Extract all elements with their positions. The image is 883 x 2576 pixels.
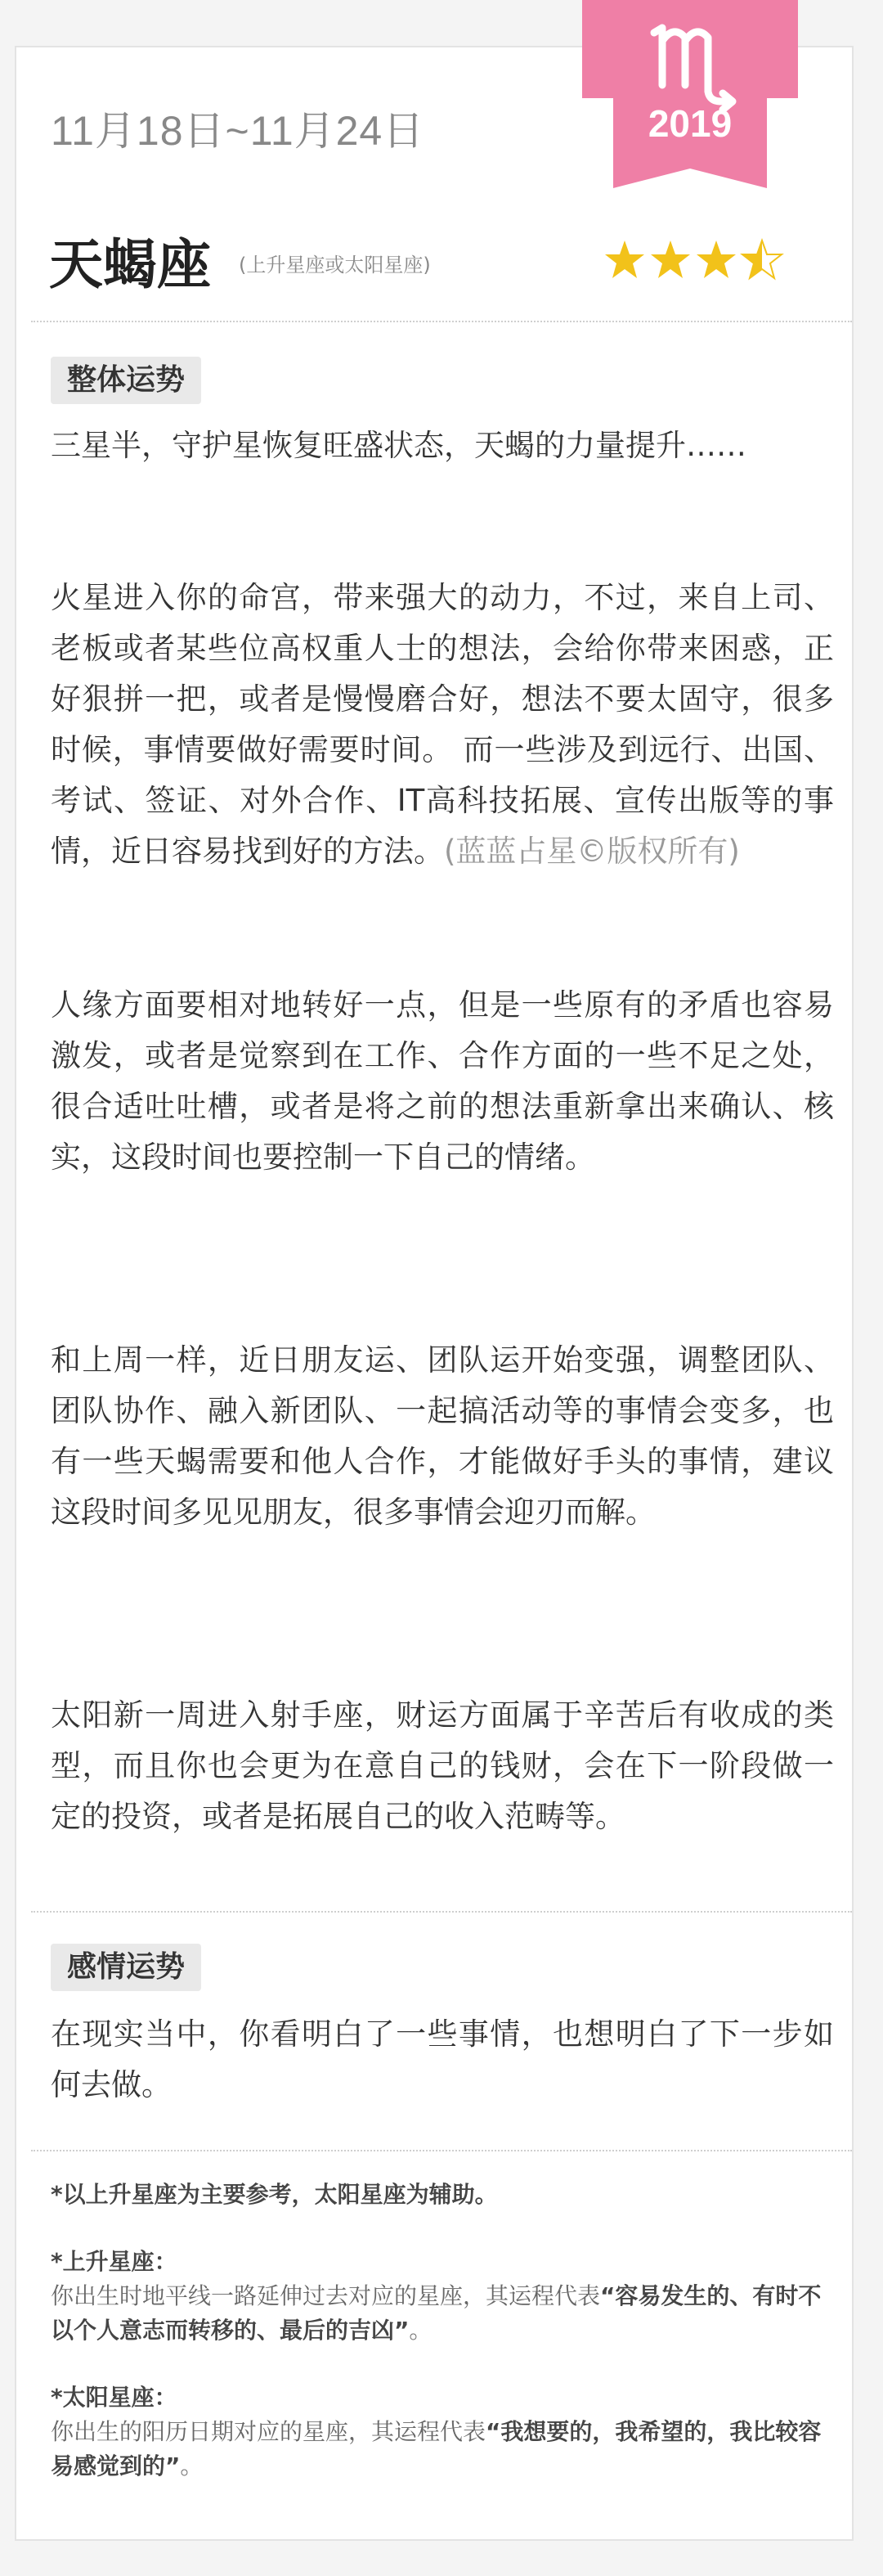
copyright-note: (蓝蓝占星©版权所有) bbox=[444, 834, 740, 869]
section-label-overall: 整体运势 bbox=[51, 357, 201, 404]
sign-note: (上升星座或太阳星座) bbox=[239, 254, 431, 276]
overall-paragraph-3: 人缘方面要相对地转好一点，但是一些原有的矛盾也容易激发，或者是觉察到在工作、合作方面的一些不足之处，很合适吐吐槽，或者是将之前的想法重新拿出来确认、核实，这段时间也要控制一下自己的情绪。 bbox=[51, 987, 834, 1175]
note-rising bbox=[51, 2245, 834, 2348]
sign-name: 天蝎座 bbox=[49, 233, 211, 296]
divider bbox=[31, 2150, 852, 2151]
love-paragraph: 在现实当中，你看明白了一些事情，也想明白了下一步如何去做。 bbox=[51, 2016, 834, 2102]
star-icon bbox=[697, 241, 736, 278]
note-sun-end: 。 bbox=[180, 2452, 204, 2479]
scorpio-icon bbox=[582, 0, 798, 188]
divider bbox=[31, 1911, 852, 1913]
note-sun-quote: “我想要的，我希望的，我比较容易感觉到的” bbox=[51, 2418, 822, 2479]
note-sun bbox=[51, 2380, 834, 2484]
note-main: *以上升星座为主要参考，太阳星座为辅助。 bbox=[51, 2181, 498, 2208]
note-rising-title: *上升星座： bbox=[51, 2248, 177, 2275]
overall-paragraph-1: 三星半，守护星恢复旺盛状态，天蝎的力量提升…… bbox=[51, 428, 746, 463]
divider bbox=[31, 321, 852, 322]
overall-paragraph-5: 太阳新一周进入射手座，财运方面属于辛苦后有收成的类型，而且你也会更为在意自己的钱财，会在下一阶段做一定的投资，或者是拓展自己的收入范畴等。 bbox=[51, 1697, 834, 1834]
section-label-love: 感情运势 bbox=[51, 1944, 201, 1991]
overall-paragraph-2 bbox=[51, 573, 834, 877]
half-star-icon bbox=[742, 241, 782, 278]
note-sun-text: 你出生的阳历日期对应的星座，其运程代表 bbox=[51, 2418, 486, 2445]
overall-paragraph-2-text: 火星进入你的命宫，带来强大的动力，不过，来自上司、老板或者某些位高权重人士的想法，会给你带来困惑，正好狠拼一把，或者是慢慢磨合好，想法不要太固守，很多时候，事情要做好需要时间。 而一些涉及到远行、出国、考试、签证、对外合作、IT高科技拓展、宣传出版等的事情，近日容易找到好的方法。 bbox=[51, 580, 834, 869]
date-range: 11月18日~11月24日 bbox=[51, 108, 425, 154]
note-rising-end: 。 bbox=[409, 2317, 433, 2344]
star-rating bbox=[605, 237, 785, 285]
star-icon bbox=[651, 241, 690, 278]
year-badge bbox=[582, 0, 798, 188]
note-sun-title: *太阳星座： bbox=[51, 2384, 177, 2411]
note-rising-quote: “容易发生的、有时不以个人意志而转移的、最后的吉凶” bbox=[51, 2282, 822, 2344]
badge-year: 2019 bbox=[648, 102, 733, 145]
star-icon bbox=[605, 241, 644, 278]
overall-paragraph-4: 和上周一样，近日朋友运、团队运开始变强，调整团队、团队协作、融入新团队、一起搞活动等的事情会变多，也有一些天蝎需要和他人合作，才能做好手头的事情，建议这段时间多见见朋友，很多事情会迎刃而解。 bbox=[51, 1342, 834, 1530]
note-rising-text: 你出生时地平线一路延伸过去对应的星座，其运程代表 bbox=[51, 2282, 601, 2309]
notes-block bbox=[51, 2178, 834, 2516]
